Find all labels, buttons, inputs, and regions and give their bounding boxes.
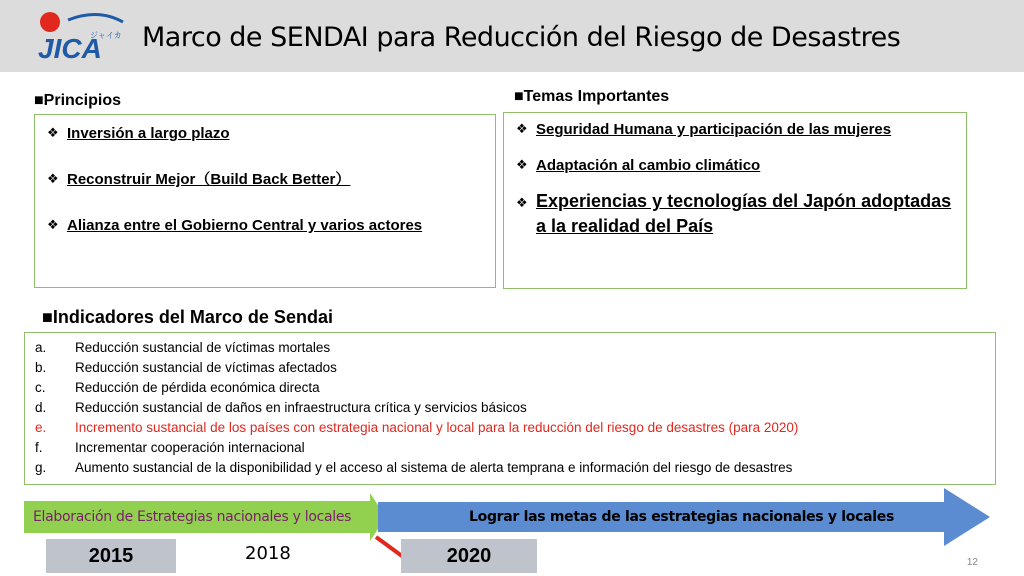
indicador-letter: a. xyxy=(35,340,47,355)
indicador-item xyxy=(35,458,985,478)
slide-header xyxy=(0,0,1024,72)
indicador-letter: c. xyxy=(35,380,46,395)
indicador-letter: d. xyxy=(35,400,47,415)
tema-item: ❖ Adaptación al cambio climático xyxy=(514,155,956,177)
indicador-item xyxy=(35,338,985,358)
indicador-letter: g. xyxy=(35,460,47,475)
year-2018-label: 2018 xyxy=(245,543,291,564)
slide-title: Marco de SENDAI para Reducción del Riesgo de Desastres xyxy=(142,22,901,53)
principios-list xyxy=(45,123,485,237)
tema-item: ❖ Seguridad Humana y participación de las mujeres xyxy=(514,119,956,141)
indicadores-box xyxy=(24,332,996,485)
indicador-text: Reducción sustancial de víctimas afectados xyxy=(75,360,337,375)
jica-logo xyxy=(28,8,128,64)
indicador-text: Reducción sustancial de daños en infraestructura crítica y servicios básicos xyxy=(75,400,527,415)
blue-arrow-text: Lograr las metas de las estrategias nacionales y locales xyxy=(469,509,894,525)
indicador-item xyxy=(35,378,985,398)
indicador-text: Reducción sustancial de víctimas mortales xyxy=(75,340,331,355)
indicador-text: Incrementar cooperación internacional xyxy=(75,440,305,455)
diamond-bullet-icon: ❖ xyxy=(47,126,59,141)
indicador-item xyxy=(35,438,985,458)
principio-item: ❖ Alianza entre el Gobierno Central y varios actores xyxy=(45,215,485,237)
diamond-bullet-icon: ❖ xyxy=(516,196,528,211)
indicador-letter: b. xyxy=(35,360,47,375)
diamond-bullet-icon: ❖ xyxy=(516,122,528,137)
diamond-bullet-icon: ❖ xyxy=(47,172,59,187)
logo-text: JICA xyxy=(38,33,102,64)
indicador-text: Aumento sustancial de la disponibilidad y el acceso al sistema de alerta temprana e información del riesgo de desastres xyxy=(75,460,793,475)
diamond-bullet-icon: ❖ xyxy=(516,158,528,173)
principios-box xyxy=(34,114,496,288)
temas-box xyxy=(503,112,967,289)
principio-item: ❖ Inversión a largo plazo xyxy=(45,123,485,145)
green-arrow-text: Elaboración de Estrategias nacionales y locales xyxy=(33,509,352,525)
logo-kana: ジャイカ xyxy=(90,31,122,40)
temas-label: ■Temas Importantes xyxy=(514,88,670,105)
diamond-bullet-icon: ❖ xyxy=(47,218,59,233)
year-2020-box: 2020 xyxy=(401,539,537,573)
year-2015-box: 2015 xyxy=(46,539,176,573)
indicador-letter: f. xyxy=(35,440,43,455)
indicador-text: Incremento sustancial de los países con estrategia nacional y local para la reducción del riesgo de desastres (para 2020) xyxy=(75,420,799,435)
principio-item: ❖ Reconstruir Mejor（Build Back Better） xyxy=(45,169,485,191)
page-number: 12 xyxy=(966,557,978,568)
indicador-letter: e. xyxy=(35,420,47,435)
indicadores-list xyxy=(35,338,985,478)
principios-label: ■Principios xyxy=(34,92,122,109)
indicador-item xyxy=(35,398,985,418)
indicador-item xyxy=(35,418,985,438)
temas-list xyxy=(514,119,956,239)
tema-item: ❖ Experiencias y tecnologías del Japón adoptadas a la realidad del País xyxy=(516,191,952,236)
indicador-item xyxy=(35,358,985,378)
indicadores-label: ■Indicadores del Marco de Sendai xyxy=(42,307,333,327)
indicador-text: Reducción de pérdida económica directa xyxy=(75,380,320,395)
